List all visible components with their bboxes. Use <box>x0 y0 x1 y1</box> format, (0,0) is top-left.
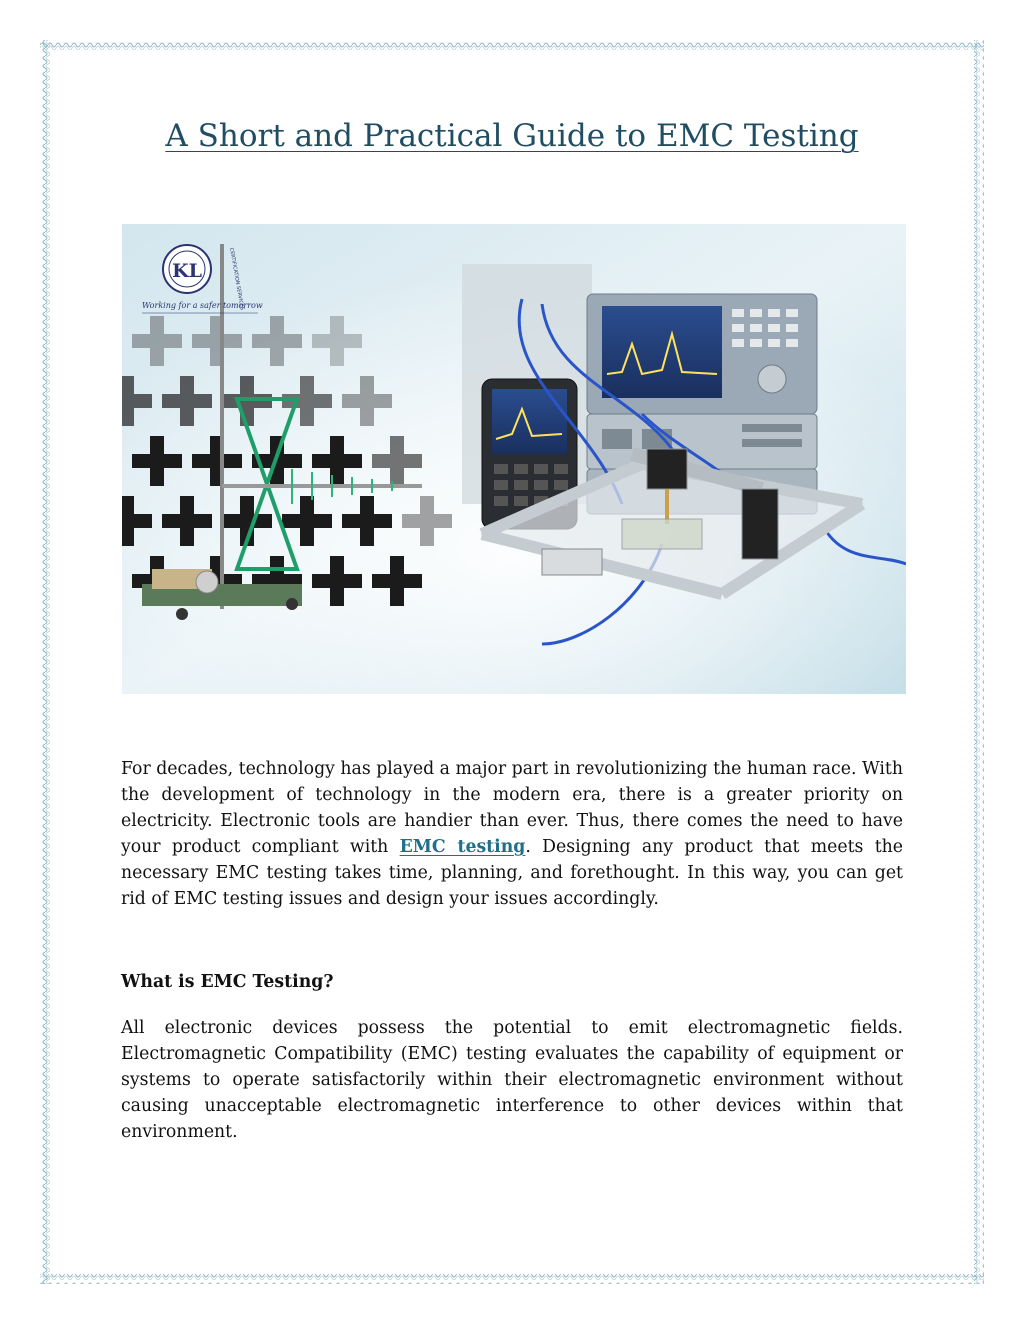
intro-text-before: For decades, technology has played a major part in revolutionizing the human race. With the development of technology in the modern era, there is a greater priority on electricity. Electronic tools are handier than ever. Thus, there comes the need to have your product compliant with <box>121 759 903 857</box>
logo-ring-text: CERTIFICATION SERVICES <box>228 247 245 311</box>
hero-image <box>122 224 906 694</box>
intro-text-after: . Designing any product that meets the necessary EMC testing takes time, planning, and forethought. In this way, you can get rid of EMC testing issues and design your issues accordingly. <box>121 837 904 909</box>
logo-text: KL <box>172 260 202 282</box>
intro-paragraph <box>121 756 903 912</box>
logo-tagline: Working for a safer tomorrow <box>142 301 263 310</box>
section-heading: What is EMC Testing? <box>121 972 334 992</box>
page-title: A Short and Practical Guide to EMC Testing <box>165 118 859 154</box>
section-body: All electronic devices possess the potential to emit electromagnetic fields. Electromagnetic Compatibility (EMC) testing evaluates the capability of equipment or systems to operate satisfactorily within their electromagnetic environment without causing unacceptable electromagnetic interference to other devices within that environment. <box>121 1018 903 1142</box>
emc-testing-link[interactable]: EMC testing <box>399 837 526 857</box>
